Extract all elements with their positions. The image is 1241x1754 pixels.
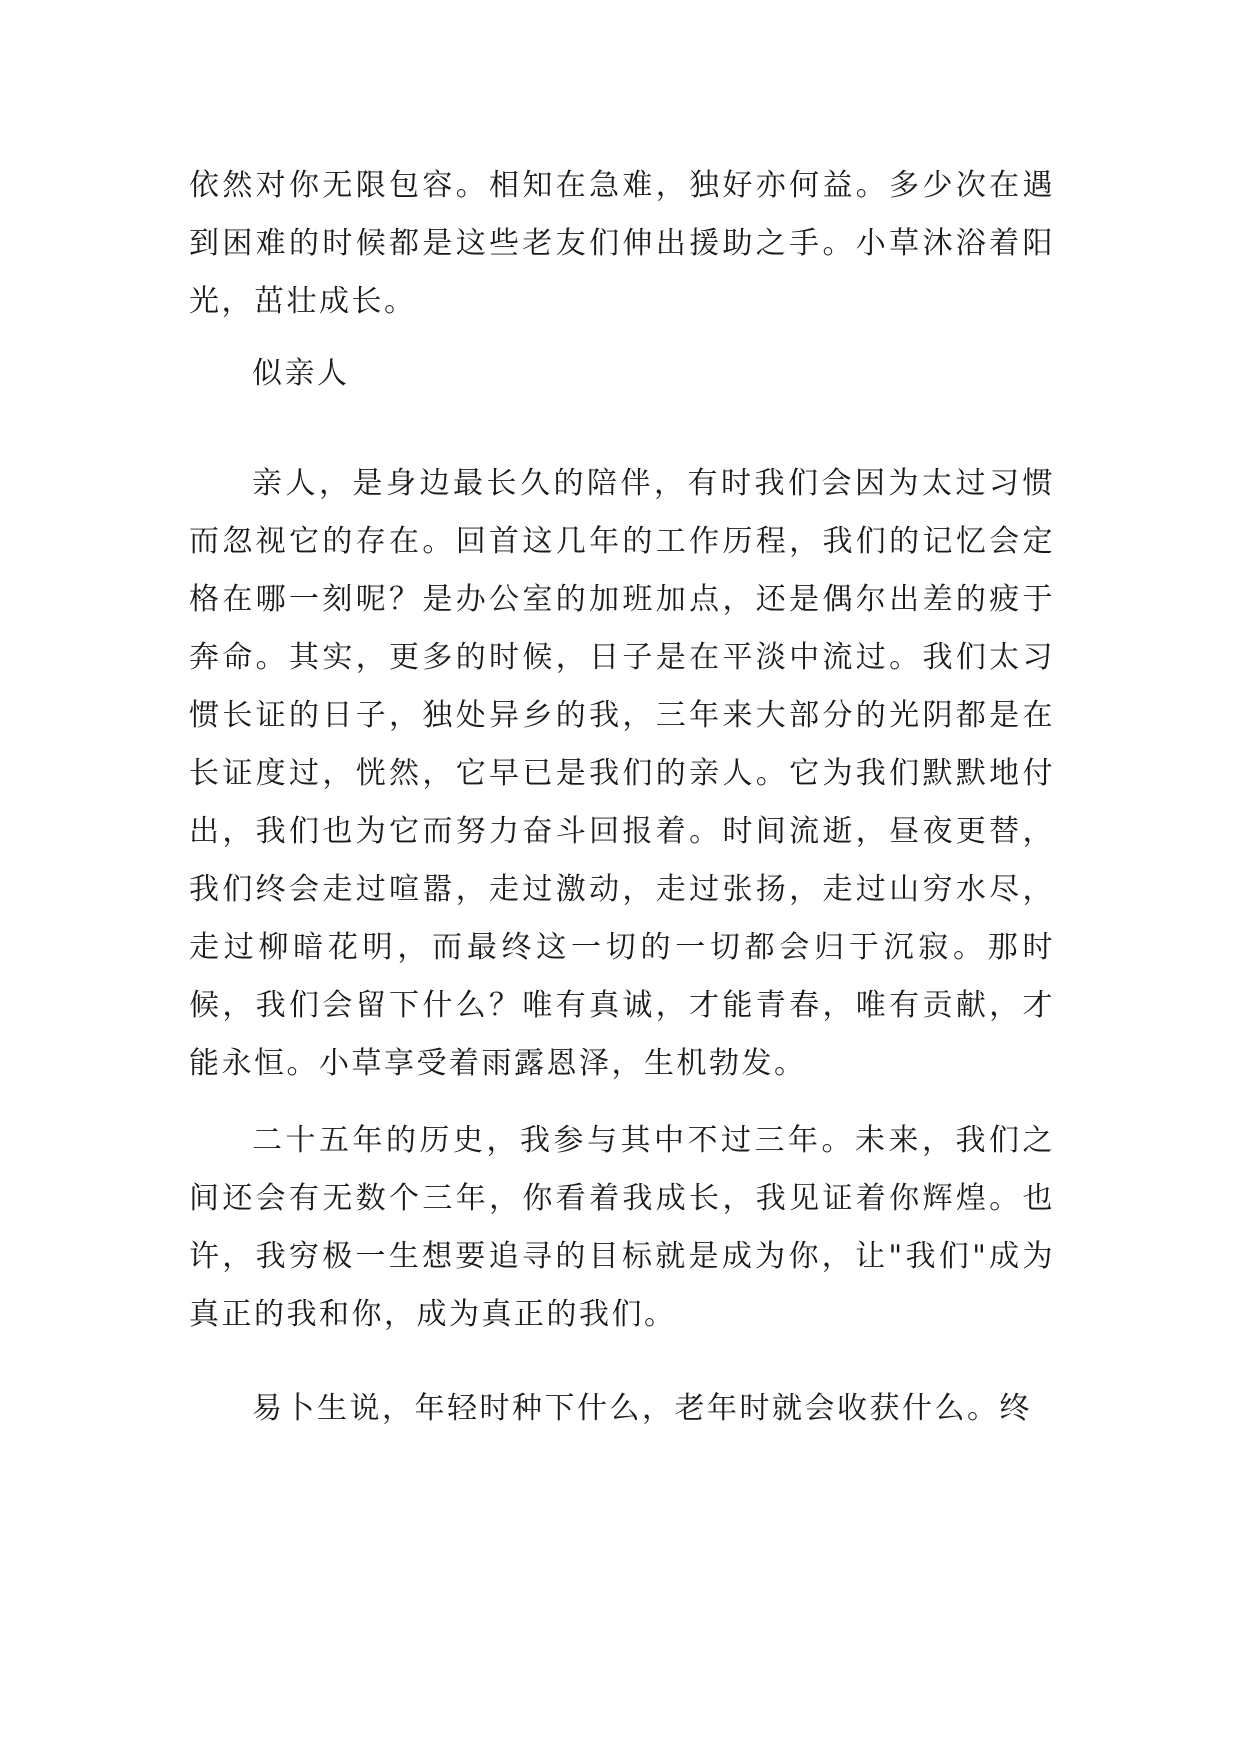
paragraph-history: 二十五年的历史，我参与其中不过三年。未来，我们之间还会有无数个三年，你看着我成长，我见证着你辉煌。也许，我穷极一生想要追寻的目标就是成为你，让"我们"成为真正的我和你，成为真正的我们。 — [189, 1123, 1055, 1332]
paragraph-continuation: 依然对你无限包容。相知在急难，独好亦何益。多少次在遇到困难的时候都是这些老友们伸出援助之手。小草沐浴着阳光，茁壮成长。 — [189, 168, 1055, 319]
paragraph-family: 亲人，是身边最长久的陪伴，有时我们会因为太过习惯而忽视它的存在。回首这几年的工作历程，我们的记忆会定格在哪一刻呢？是办公室的加班加点，还是偶尔出差的疲于奔命。其实，更多的时候，日子是在平淡中流过。我们太习惯长证的日子，独处异乡的我，三年来大部分的光阴都是在长证度过，恍然，它早已是我们的亲人。它为我们默默地付出，我们也为它而努力奋斗回报着。时间流逝，昼夜更替，我们终会走过喧嚣，走过激动，走过张扬，走过山穷水尽，走过柳暗花明，而最终这一切的一切都会归于沉寂。那时候，我们会留下什么？唯有真诚，才能青春，唯有贡献，才能永恒。小草享受着雨露恩泽，生机勃发。 — [189, 466, 1055, 1081]
paragraph-ibsen: 易卜生说，年轻时种下什么，老年时就会收获什么。终 — [252, 1391, 1032, 1426]
section-heading-like-family: 似亲人 — [252, 356, 350, 391]
